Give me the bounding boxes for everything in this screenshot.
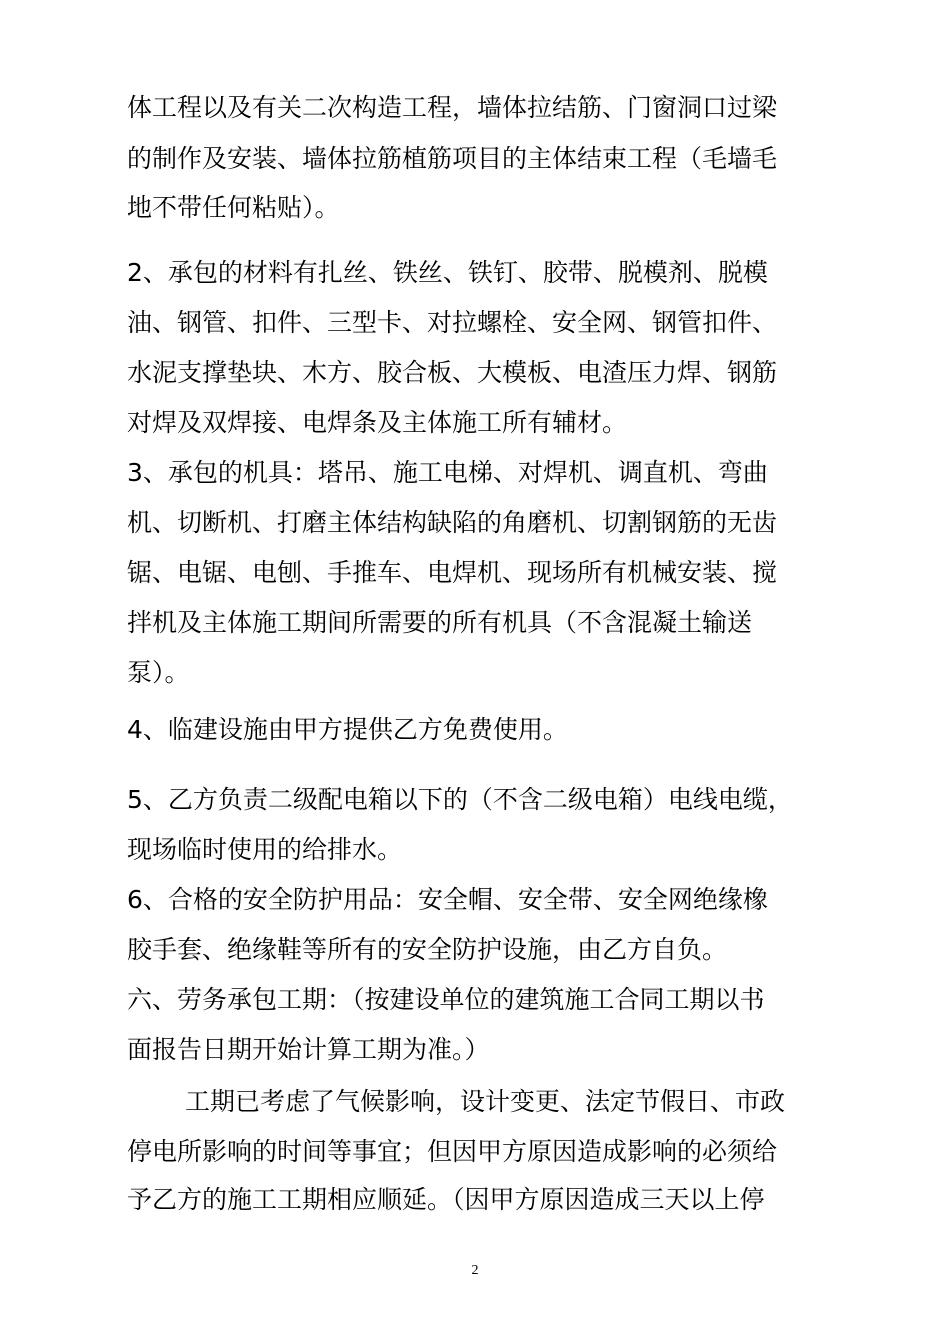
text-line: 停电所影响的时间等事宜；但因甲方原因造成影响的必须给	[127, 1137, 778, 1166]
text-line: 泵）。	[127, 658, 190, 687]
text-line: 现场临时使用的给排水。	[127, 835, 403, 864]
text-line: 对焊及双焊接、电焊条及主体施工所有辅材。	[127, 408, 628, 437]
section-heading-line: 六、劳务承包工期：（按建设单位的建筑施工合同工期以书	[127, 985, 765, 1014]
text-line: 锯、电锯、电刨、手推车、电焊机、现场所有机械安装、搅	[127, 558, 778, 587]
text-line: 水泥支撑垫块、木方、胶合板、大模板、电渣压力焊、钢筋	[127, 358, 778, 387]
text-line: 6、合格的安全防护用品：安全帽、安全带、安全网绝缘橡	[127, 885, 768, 914]
text-line: 面报告日期开始计算工期为准。）	[127, 1035, 490, 1064]
text-line: 机、切断机、打磨主体结构缺陷的角磨机、切割钢筋的无齿	[127, 508, 778, 537]
text-line: 2、承包的材料有扎丝、铁丝、铁钉、胶带、脱模剂、脱模	[127, 258, 768, 287]
text-line: 拌机及主体施工期间所需要的所有机具（不含混凝土输送	[127, 608, 753, 637]
text-line: 体工程以及有关二次构造工程，墙体拉结筋、门窗洞口过梁	[127, 93, 778, 122]
text-line: 地不带任何粘贴）。	[127, 193, 340, 222]
text-line: 的制作及安装、墙体拉筋植筋项目的主体结束工程（毛墙毛	[127, 144, 778, 173]
text-line: 工期已考虑了气候影响，设计变更、法定节假日、市政	[185, 1087, 786, 1116]
text-line: 4、临建设施由甲方提供乙方免费使用。	[127, 715, 568, 744]
text-line: 3、承包的机具：塔吊、施工电梯、对焊机、调直机、弯曲	[127, 458, 768, 487]
text-line: 予乙方的施工工期相应顺延。（因甲方原因造成三天以上停	[127, 1185, 765, 1214]
page-number: 2	[471, 1263, 479, 1278]
text-line: 油、钢管、扣件、三型卡、对拉螺栓、安全网、钢管扣件、	[127, 308, 778, 337]
text-line: 5、乙方负责二级配电箱以下的（不含二级电箱）电线电缆，	[127, 785, 793, 814]
text-line: 胶手套、绝缘鞋等所有的安全防护设施，由乙方自负。	[127, 935, 728, 964]
